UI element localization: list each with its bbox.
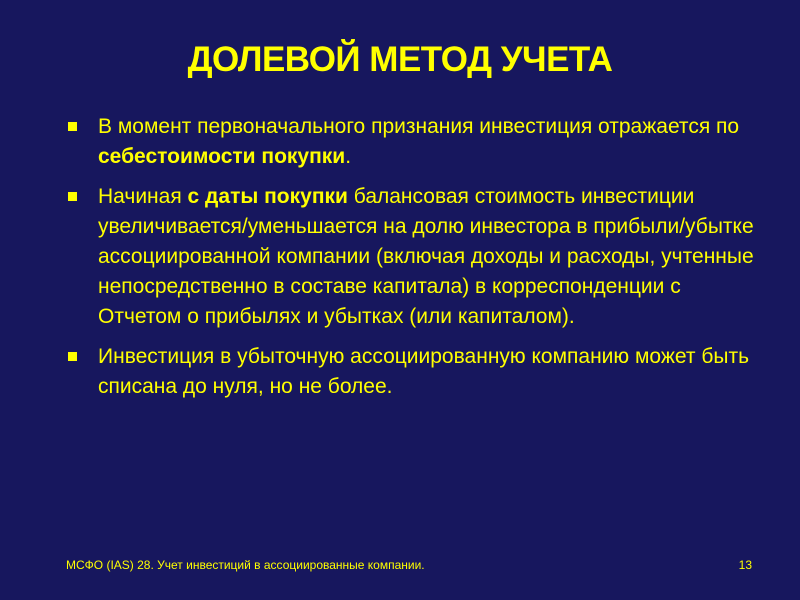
- bullet-text: Начиная: [98, 185, 188, 208]
- bullet-item-2: [66, 182, 756, 332]
- bullet-bold-text: с даты покупки: [187, 185, 348, 208]
- bullet-item-1: [66, 112, 756, 172]
- square-bullet-icon: [68, 352, 77, 361]
- bullet-text: В момент первоначального признания инвестиция отражается по: [98, 115, 740, 138]
- bullet-item-3: [66, 342, 756, 402]
- slide-title: ДОЛЕВОЙ МЕТОД УЧЕТА: [187, 40, 613, 79]
- square-bullet-icon: [68, 122, 77, 131]
- bullet-text: Инвестиция в убыточную ассоциированную компанию может быть списана до нуля, но не более.: [98, 345, 750, 398]
- page-number: 13: [738, 558, 752, 572]
- bullet-text: .: [345, 145, 352, 168]
- bullet-list: [66, 112, 756, 412]
- bullet-text: балансовая стоимость инвестиции увеличивается/уменьшается на долю инвестора в прибыли/убытке ассоциированной компании (включая доходы и расходы, учтенные непосредственно в составе капитала) в корреспонденции с Отчетом о прибылях и убытках (или капиталом).: [98, 185, 754, 328]
- square-bullet-icon: [68, 192, 77, 201]
- bullet-bold-text: себестоимости покупки: [98, 145, 346, 168]
- footer-caption: МСФО (IAS) 28. Учет инвестиций в ассоциированные компании.: [66, 558, 425, 572]
